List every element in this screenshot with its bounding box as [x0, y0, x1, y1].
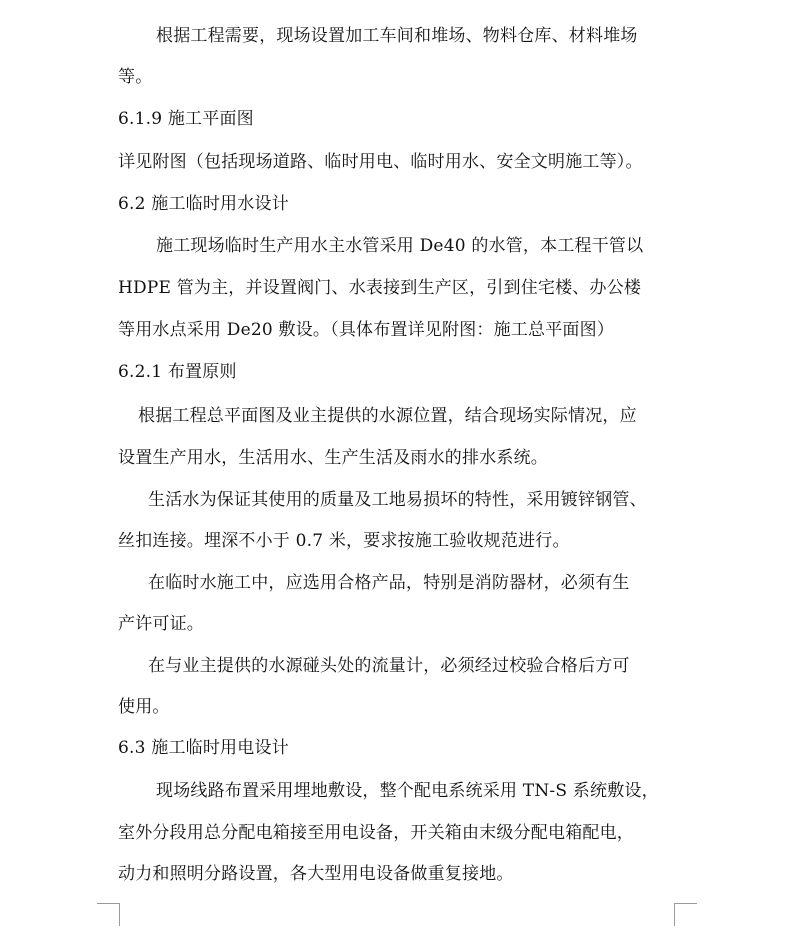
paragraph-line: 施工现场临时生产用水主水管采用 De40 的水管，本工程干管以	[156, 236, 644, 256]
paragraph-line: 室外分段用总分配电箱接至用电设备，开关箱由末级分配电箱配电，	[118, 823, 634, 843]
paragraph-line: 在临时水施工中，应选用合格产品，特别是消防器材，必须有生	[148, 573, 630, 593]
section-heading: 6.3 施工临时用电设计	[118, 738, 289, 758]
page-corner-mark-left	[97, 903, 120, 926]
paragraph-line: 设置生产用水，生活用水、生产生活及雨水的排水系统。	[118, 448, 548, 468]
paragraph-line: 等。	[118, 67, 153, 87]
paragraph-line: 丝扣连接。埋深不小于 0.7 米，要求按施工验收规范进行。	[118, 531, 570, 551]
paragraph-line: 产许可证。	[118, 614, 204, 634]
paragraph-line: 在与业主提供的水源碰头处的流量计，必须经过校验合格后方可	[148, 656, 630, 676]
section-heading: 6.2.1 布置原则	[118, 362, 237, 382]
paragraph-line: 根据工程需要，现场设置加工车间和堆场、物料仓库、材料堆场	[156, 26, 638, 46]
paragraph-line: 等用水点采用 De20 敷设。（具体布置详见附图：施工总平面图）	[118, 320, 615, 340]
section-heading: 6.2 施工临时用水设计	[118, 194, 289, 214]
paragraph-line: 根据工程总平面图及业主提供的水源位置，结合现场实际情况，应	[138, 406, 637, 426]
section-heading: 6.1.9 施工平面图	[118, 109, 254, 129]
paragraph-line: 使用。	[118, 697, 170, 717]
paragraph-line: 生活水为保证其使用的质量及工地易损坏的特性，采用镀锌钢管、	[148, 490, 647, 510]
paragraph-line: 动力和照明分路设置，各大型用电设备做重复接地。	[118, 864, 514, 884]
paragraph-line: HDPE 管为主，并设置阀门、水表接到生产区，引到住宅楼、办公楼	[118, 278, 642, 298]
paragraph-line: 详见附图（包括现场道路、临时用电、临时用水、安全文明施工等）。	[118, 152, 643, 172]
paragraph-line: 现场线路布置采用埋地敷设，整个配电系统采用 TN-S 系统敷设，	[156, 781, 659, 801]
page-corner-mark-right	[674, 903, 697, 926]
